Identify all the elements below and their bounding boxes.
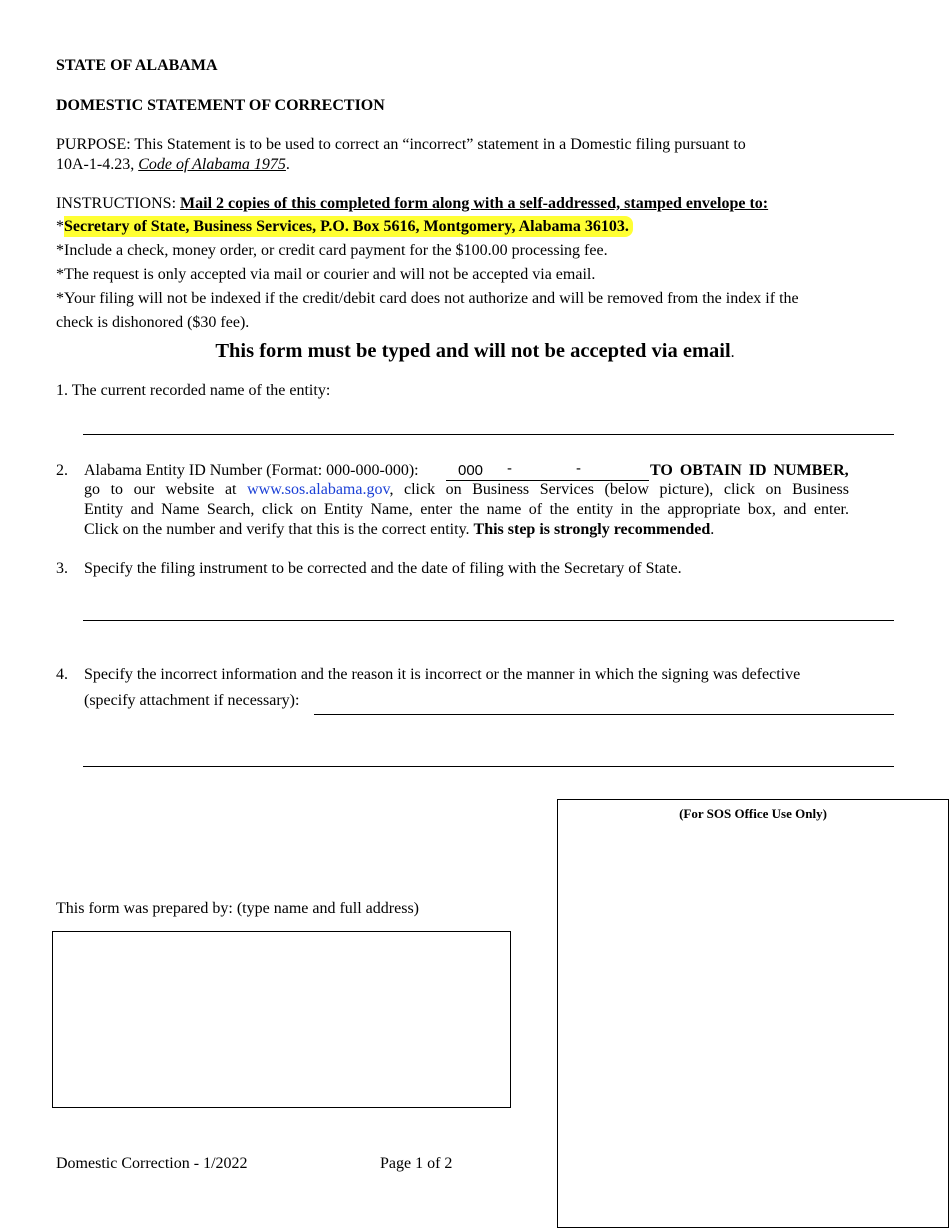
item-2-line-4 — [84, 521, 714, 539]
filing-instrument-field[interactable] — [83, 620, 894, 621]
purpose-statute: 10A-1-4.23, — [56, 156, 135, 173]
instructions-label: INSTRUCTIONS: — [56, 195, 177, 212]
item-1-label: 1. The current recorded name of the entity: — [56, 382, 331, 399]
office-use-box — [557, 799, 949, 1228]
mail-only-instruction: *The request is only accepted via mail or courier and will not be accepted via email. — [56, 266, 596, 283]
payment-instruction: *Include a check, money order, or credit card payment for the $100.00 processing fee. — [56, 242, 608, 259]
prepared-by-field[interactable] — [52, 931, 511, 1108]
state-heading: STATE OF ALABAMA — [56, 57, 218, 74]
purpose-line-2 — [56, 156, 290, 174]
form-title: DOMESTIC STATEMENT OF CORRECTION — [56, 97, 385, 114]
typed-notice — [0, 340, 950, 363]
website-suffix: , click on Business Services (below picture), click on Business — [389, 481, 849, 498]
item-2-number: 2. — [56, 462, 68, 479]
strongly-recommended: This step is strongly recommended — [473, 521, 711, 538]
verify-entity-text: Click on the number and verify that this is the correct entity. — [84, 521, 470, 538]
footer-form-name: Domestic Correction - 1/2022 — [56, 1155, 248, 1172]
incorrect-info-field-1[interactable] — [314, 714, 894, 715]
typed-notice-text: This form must be typed and will not be accepted via email — [215, 340, 731, 362]
footer-page-number: Page 1 of 2 — [380, 1155, 453, 1172]
address-line — [56, 218, 633, 236]
item-2-line-3: Entity and Name Search, click on Entity Name, enter the name of the entity in the appropriate box, and enter. — [84, 501, 849, 518]
entity-id-dash-2: - — [576, 460, 581, 477]
item-4-number: 4. — [56, 666, 68, 683]
address-asterisk: * — [56, 218, 64, 235]
entity-name-field[interactable] — [83, 434, 894, 435]
item-4-line-2: (specify attachment if necessary): — [84, 692, 300, 709]
item-2-period: . — [710, 521, 715, 538]
prepared-by-label: This form was prepared by: (type name and full address) — [56, 900, 419, 917]
dishonored-check-instruction: check is dishonored ($30 fee). — [56, 314, 250, 331]
item-2-line-2 — [84, 481, 849, 499]
instructions-line — [56, 195, 768, 213]
item-4-line-1: Specify the incorrect information and the reason it is incorrect or the manner in which the signing was defective — [84, 666, 801, 683]
typed-notice-period: . — [730, 344, 735, 361]
entity-id-label: Alabama Entity ID Number (Format: 000-000-000): — [84, 462, 419, 479]
incorrect-info-field-2[interactable] — [83, 766, 894, 767]
mailing-address: Secretary of State, Business Services, P.O. Box 5616, Montgomery, Alabama 36103. — [64, 216, 633, 237]
code-reference: Code of Alabama 1975 — [138, 156, 286, 173]
sos-website-link[interactable]: www.sos.alabama.gov — [247, 481, 390, 498]
obtain-id-heading: TO OBTAIN ID NUMBER, — [650, 462, 849, 479]
item-3-number: 3. — [56, 560, 68, 577]
entity-id-field[interactable] — [446, 460, 649, 481]
purpose-line-1: PURPOSE: This Statement is to be used to correct an “incorrect” statement in a Domestic filing pursuant to — [56, 136, 746, 153]
indexing-instruction: *Your filing will not be indexed if the credit/debit card does not authorize and will be removed from the index if the — [56, 290, 799, 307]
entity-id-prefix: 000 — [458, 462, 484, 479]
website-prefix: go to our website at — [84, 481, 237, 498]
mail-instruction: Mail 2 copies of this completed form along with a self-addressed, stamped envelope to: — [180, 195, 769, 212]
entity-id-dash-1: - — [507, 460, 512, 477]
office-use-label: (For SOS Office Use Only) — [679, 806, 827, 821]
item-3-label: Specify the filing instrument to be corrected and the date of filing with the Secretary of State. — [84, 560, 682, 577]
purpose-period: . — [285, 156, 290, 173]
